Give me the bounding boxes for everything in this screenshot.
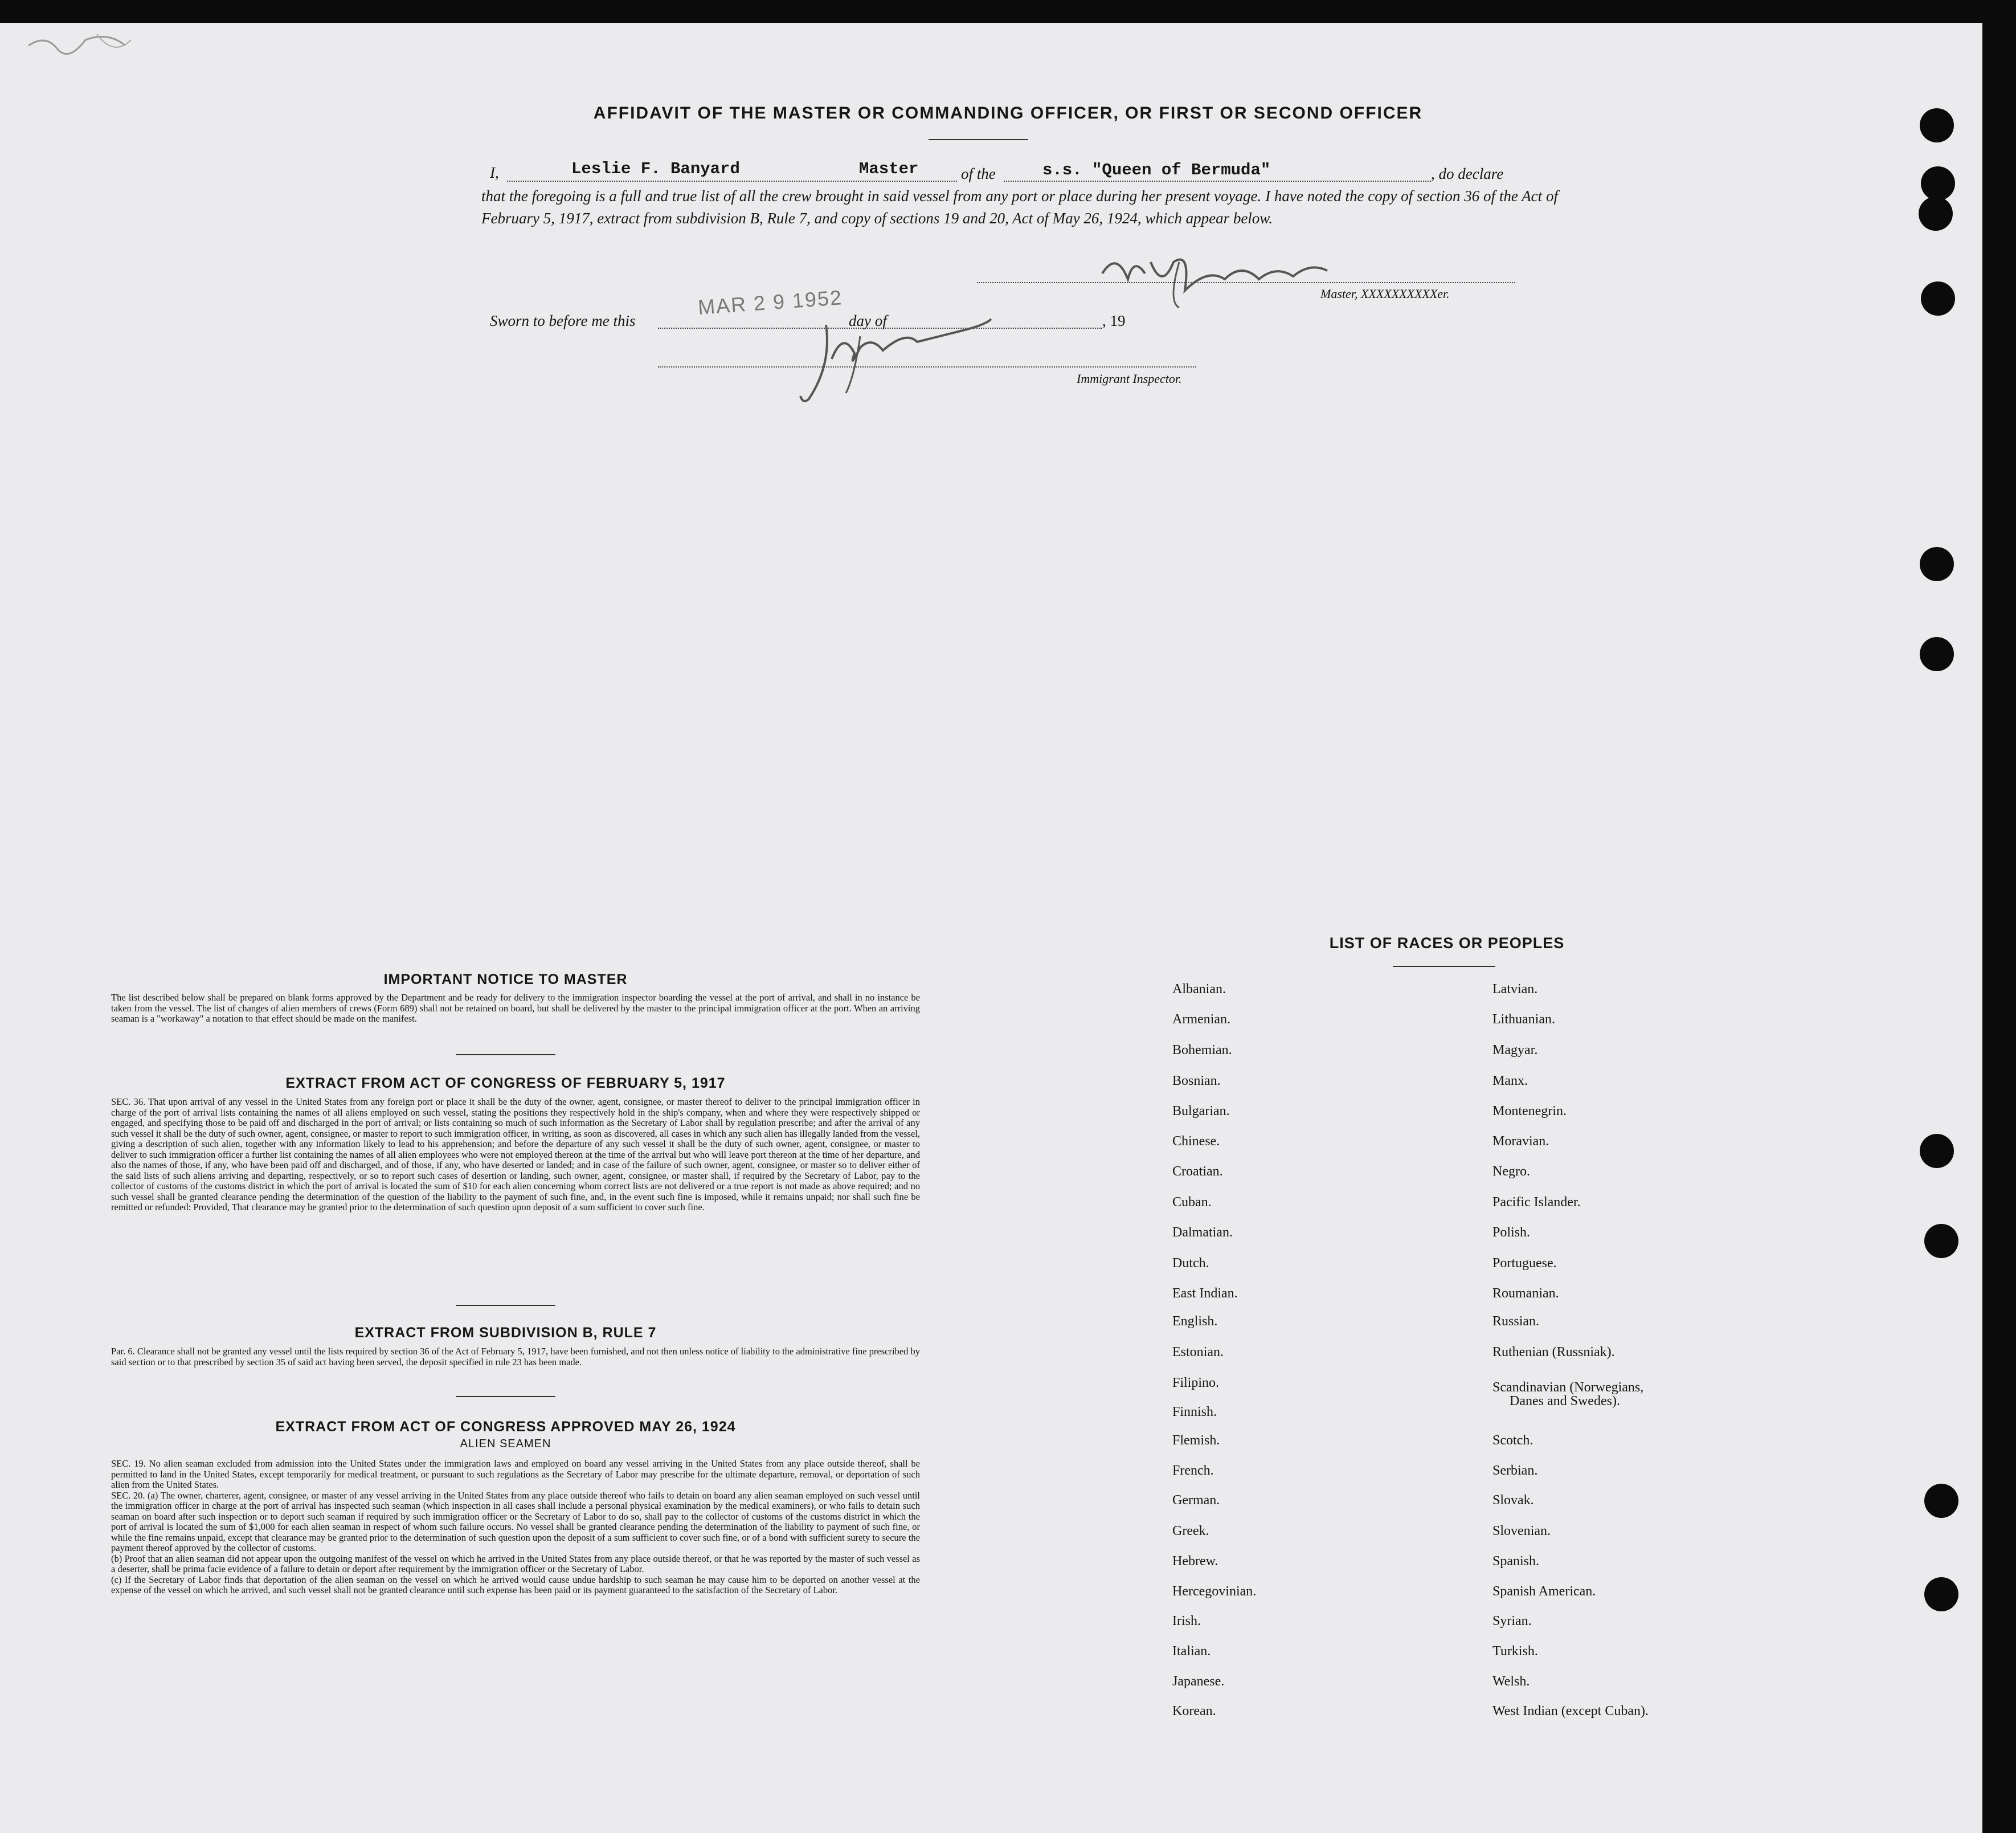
race-item: Irish. xyxy=(1172,1614,1201,1628)
race-item: Dutch. xyxy=(1172,1256,1209,1271)
vessel-line xyxy=(1004,181,1431,182)
race-item: Estonian. xyxy=(1172,1345,1224,1360)
race-item: Flemish. xyxy=(1172,1433,1220,1448)
day-of-label: day of xyxy=(849,312,887,329)
races-divider xyxy=(1393,966,1495,967)
sec19-text: SEC. 19. No alien seaman excluded from admission into the United States under the immigration laws and employed on board any vessel arriving in the United States from any place outside thereof, shall be permitted to land in the United States, except temporarily for medical treatment, or pursuant to such regulations as the Secretary of Labor may prescribe for the ultimate departure, removal, or deportation of such alien from the United States. xyxy=(111,1458,920,1490)
race-item: Pacific Islander. xyxy=(1492,1195,1581,1210)
races-title: LIST OF RACES OR PEOPLES xyxy=(1329,934,1565,952)
punch-hole-icon xyxy=(1921,281,1955,316)
race-item: Russian. xyxy=(1492,1314,1540,1329)
master-signature-caption: Master, XXXXXXXXXXer. xyxy=(1320,287,1450,301)
name-line xyxy=(507,181,957,182)
race-item: Albanian. xyxy=(1172,982,1226,997)
extract-1924-title: EXTRACT FROM ACT OF CONGRESS APPROVED MAY 26, 1924 xyxy=(275,1419,736,1435)
race-item: Negro. xyxy=(1492,1164,1530,1179)
year-label: , 19 xyxy=(1102,312,1126,329)
rank-field: Master xyxy=(859,160,919,178)
race-item: Bulgarian. xyxy=(1172,1104,1230,1118)
race-item: Magyar. xyxy=(1492,1043,1538,1058)
race-item: Slovenian. xyxy=(1492,1524,1551,1538)
race-item: West Indian (except Cuban). xyxy=(1492,1704,1649,1718)
race-item: Moravian. xyxy=(1492,1134,1549,1149)
rule7-divider xyxy=(456,1396,555,1397)
notice-title: IMPORTANT NOTICE TO MASTER xyxy=(383,971,628,987)
punch-hole-icon xyxy=(1920,637,1954,671)
extract-1924-body xyxy=(111,1459,920,1596)
sec20a-text: SEC. 20. (a) The owner, charterer, agent, consignee, or master of any vessel arriving in the United States from any place outside thereof who fails to detain on board any alien seaman employed on such vessel until the immigration officer in charge at the port of arrival has inspected such seaman (which inspection in all cases shall include a personal physical examination by the medical examiners), or who fails to detain such seaman on board after such inspection or to deport such seaman if required by such immigration officer or the Secretary of Labor to do so, shall pay to the collector of customs of the customs district in which the port of arrival is located the sum of $1,000 for each alien seaman in respect of whom such failure occurs. No vessel shall be granted clearance pending the determination of the liability to payment of such fine, or while the fine remains unpaid, except that clearance may be granted prior to the determination of such question upon the deposit of a sum sufficient to cover such fine, or of a bond with sufficient surety to secure the payment thereof approved by the collector of customs. xyxy=(111,1489,920,1553)
race-item: Serbian. xyxy=(1492,1463,1538,1478)
race-item: Japanese. xyxy=(1172,1674,1225,1689)
race-item: Montenegrin. xyxy=(1492,1104,1567,1118)
declaration-text: that the foregoing is a full and true list of all the crew brought in said vessel from any port or place during her present voyage. I have noted the copy of section 36 of the Act of February 5, 1917, extract from subdivision B, Rule 7, and copy of sections 19 and 20, Act of May 26, 1924, which appear below. xyxy=(481,187,1558,227)
race-item: Greek. xyxy=(1172,1524,1209,1538)
master-name-field: Leslie F. Banyard xyxy=(571,160,740,178)
race-item: Chinese. xyxy=(1172,1134,1220,1149)
race-item: Korean. xyxy=(1172,1704,1216,1718)
inspector-signature-icon xyxy=(792,296,997,410)
race-item: English. xyxy=(1172,1314,1218,1329)
race-item: Danes and Swedes). xyxy=(1510,1394,1620,1409)
master-signature-icon xyxy=(1094,239,1339,313)
race-item: Dalmatian. xyxy=(1172,1225,1233,1240)
sec20b-text: (b) Proof that an alien seaman did not appear upon the outgoing manifest of the vessel on which he arrived in the United States from any place outside thereof, or that he was reported by the master of such vessel as a deserter, shall be prima facie evidence of a failure to detain or deport after requirement by the immigration officer or the Secretary of Labor. xyxy=(111,1553,920,1574)
race-item: Slovak. xyxy=(1492,1493,1534,1508)
date-stamp: MAR 2 9 1952 xyxy=(697,285,844,319)
race-item: Hebrew. xyxy=(1172,1554,1218,1569)
sworn-label: Sworn to before me this xyxy=(490,312,636,329)
race-item: Hercegovinian. xyxy=(1172,1584,1257,1599)
extract-1917-title: EXTRACT FROM ACT OF CONGRESS OF FEBRUARY 5, 1917 xyxy=(285,1075,726,1091)
extract-1924-subtitle: ALIEN SEAMEN xyxy=(460,1438,551,1450)
race-item: Scotch. xyxy=(1492,1433,1534,1448)
race-item: Polish. xyxy=(1492,1225,1531,1240)
extract-1917-text: SEC. 36. That upon arrival of any vessel in the United States from any foreign port or place it shall be the duty of the owner, agent, consignee, or master thereof to deliver to the principal immigration officer in charge of the port of arrival lists containing the names of all aliens employed on such vessel, stating the positions they respectively hold in the ship's company, when and where they were respectively shipped or engaged, and specifying those to be paid off and discharged in the port of arrival; or lists containing so much of such information as the Secretary of Labor shall by regulation prescribe; and after the arrival of any such vessel it shall be the duty of such owner, agent, consignee, or master to report to such immigration officer, in writing, as soon as discovered, all cases in which any such alien has illegally landed from the vessel, giving a description of such alien, together with any information likely to lead to his apprehension; and before the departure of any such vessel it shall be the duty of such owner, agent, consignee, or master to deliver to such immigration officer a further list containing the names of all alien employees who were not employed thereon at the time of the arrival but who will leave port thereon at the time of her departure, and also the names of those, if any, who have been paid off and discharged, and of those, if any, who have deserted or landed; and in case of the failure of such owner, agent, consignee, or master so to deliver either of the said lists of such aliens arriving and departing, respectively, or so to report such cases of desertion or landing, such owner, agent, consignee, or master shall, if required by the Secretary of Labor, pay to the collector of customs of the customs district in which the port of arrival is located the sum of $10 for each alien concerning whom correct lists are not delivered or a true report is not made as above required; and no such vessel shall be granted clearance pending the determination of the question of the liability to the payment of such fine, and, in the event such fine is imposed, while it remains unpaid; nor shall such fine be remitted or refunded: Provided, That clearance may be granted prior to the determination of such question upon deposit of a sum sufficient to cover such fine. xyxy=(111,1096,920,1213)
of-the-label: of the xyxy=(961,165,996,182)
punch-hole-icon xyxy=(1924,1577,1958,1611)
race-item: Bohemian. xyxy=(1172,1043,1232,1058)
inspector-caption: Immigrant Inspector. xyxy=(1077,372,1182,386)
extract-1917-divider xyxy=(456,1305,555,1306)
punch-hole-icon xyxy=(1920,547,1954,581)
race-item: Armenian. xyxy=(1172,1012,1230,1027)
race-item: French. xyxy=(1172,1463,1214,1478)
do-declare-label: , do declare xyxy=(1431,165,1504,182)
race-item: Bosnian. xyxy=(1172,1073,1221,1088)
race-item: Lithuanian. xyxy=(1492,1012,1555,1027)
punch-hole-icon xyxy=(1919,197,1953,231)
race-item: Filipino. xyxy=(1172,1375,1220,1390)
punch-hole-icon xyxy=(1924,1224,1958,1258)
race-item: German. xyxy=(1172,1493,1220,1508)
race-item: Welsh. xyxy=(1492,1674,1530,1689)
race-item: Turkish. xyxy=(1492,1644,1538,1659)
notice-divider xyxy=(456,1054,555,1055)
affidavit-title: AFFIDAVIT OF THE MASTER OR COMMANDING OFFICER, OR FIRST OR SECOND OFFICER xyxy=(593,104,1423,123)
inspector-signature-line xyxy=(658,366,1196,368)
race-item: Finnish. xyxy=(1172,1405,1217,1419)
master-signature-line xyxy=(977,282,1515,283)
race-item: Spanish American. xyxy=(1492,1584,1596,1599)
sec20c-text: (c) If the Secretary of Labor finds that deportation of the alien seaman on the vessel on which he arrived would cause undue hardship to such seaman he may cause him to be deported on another vessel at the expense of the vessel on which he arrived, and such vessel shall not be granted clearance until such expense has been paid or its payment guaranteed to the satisfaction of the Secretary of Labor. xyxy=(111,1574,920,1595)
race-item: Ruthenian (Russniak). xyxy=(1492,1345,1615,1360)
race-item: Roumanian. xyxy=(1492,1286,1559,1301)
race-item: East Indian. xyxy=(1172,1286,1238,1301)
pronoun-label: I, xyxy=(490,164,499,181)
rule7-title: EXTRACT FROM SUBDIVISION B, RULE 7 xyxy=(354,1325,657,1341)
race-item: Scandinavian (Norwegians, xyxy=(1492,1380,1644,1395)
title-divider xyxy=(929,139,1028,140)
vessel-name-field: s.s. "Queen of Bermuda" xyxy=(1042,161,1271,179)
notice-text: The list described below shall be prepared on blank forms approved by the Department and be ready for delivery to the immigration inspector boarding the vessel at the port of arrival, and shall in no instance be taken from the vessel. The list of changes of alien members of crews (Form 689) shall not be retained on board, but shall be delivered by the master to the principal immigration officer at the port. When an arriving seaman is a "workaway" a notation to that effect should be made on the manifest. xyxy=(111,992,920,1024)
rule7-text: Par. 6. Clearance shall not be granted any vessel until the lists required by section 36 of the Act of February 5, 1917, have been furnished, and not then unless notice of liability to the administrative fine prescribed by said section or to that prescribed by section 35 of said act having been served, the deposit specified in rule 23 has been made. xyxy=(111,1346,921,1367)
race-item: Italian. xyxy=(1172,1644,1211,1659)
race-item: Latvian. xyxy=(1492,982,1538,997)
race-item: Croatian. xyxy=(1172,1164,1223,1179)
punch-hole-icon xyxy=(1921,166,1955,201)
race-item: Cuban. xyxy=(1172,1195,1212,1210)
race-item: Manx. xyxy=(1492,1073,1528,1088)
punch-hole-icon xyxy=(1920,1134,1954,1168)
race-item: Spanish. xyxy=(1492,1554,1540,1569)
corner-scribble-icon xyxy=(23,23,137,68)
punch-hole-icon xyxy=(1924,1484,1958,1518)
race-item: Portuguese. xyxy=(1492,1256,1557,1271)
race-item: Syrian. xyxy=(1492,1614,1532,1628)
